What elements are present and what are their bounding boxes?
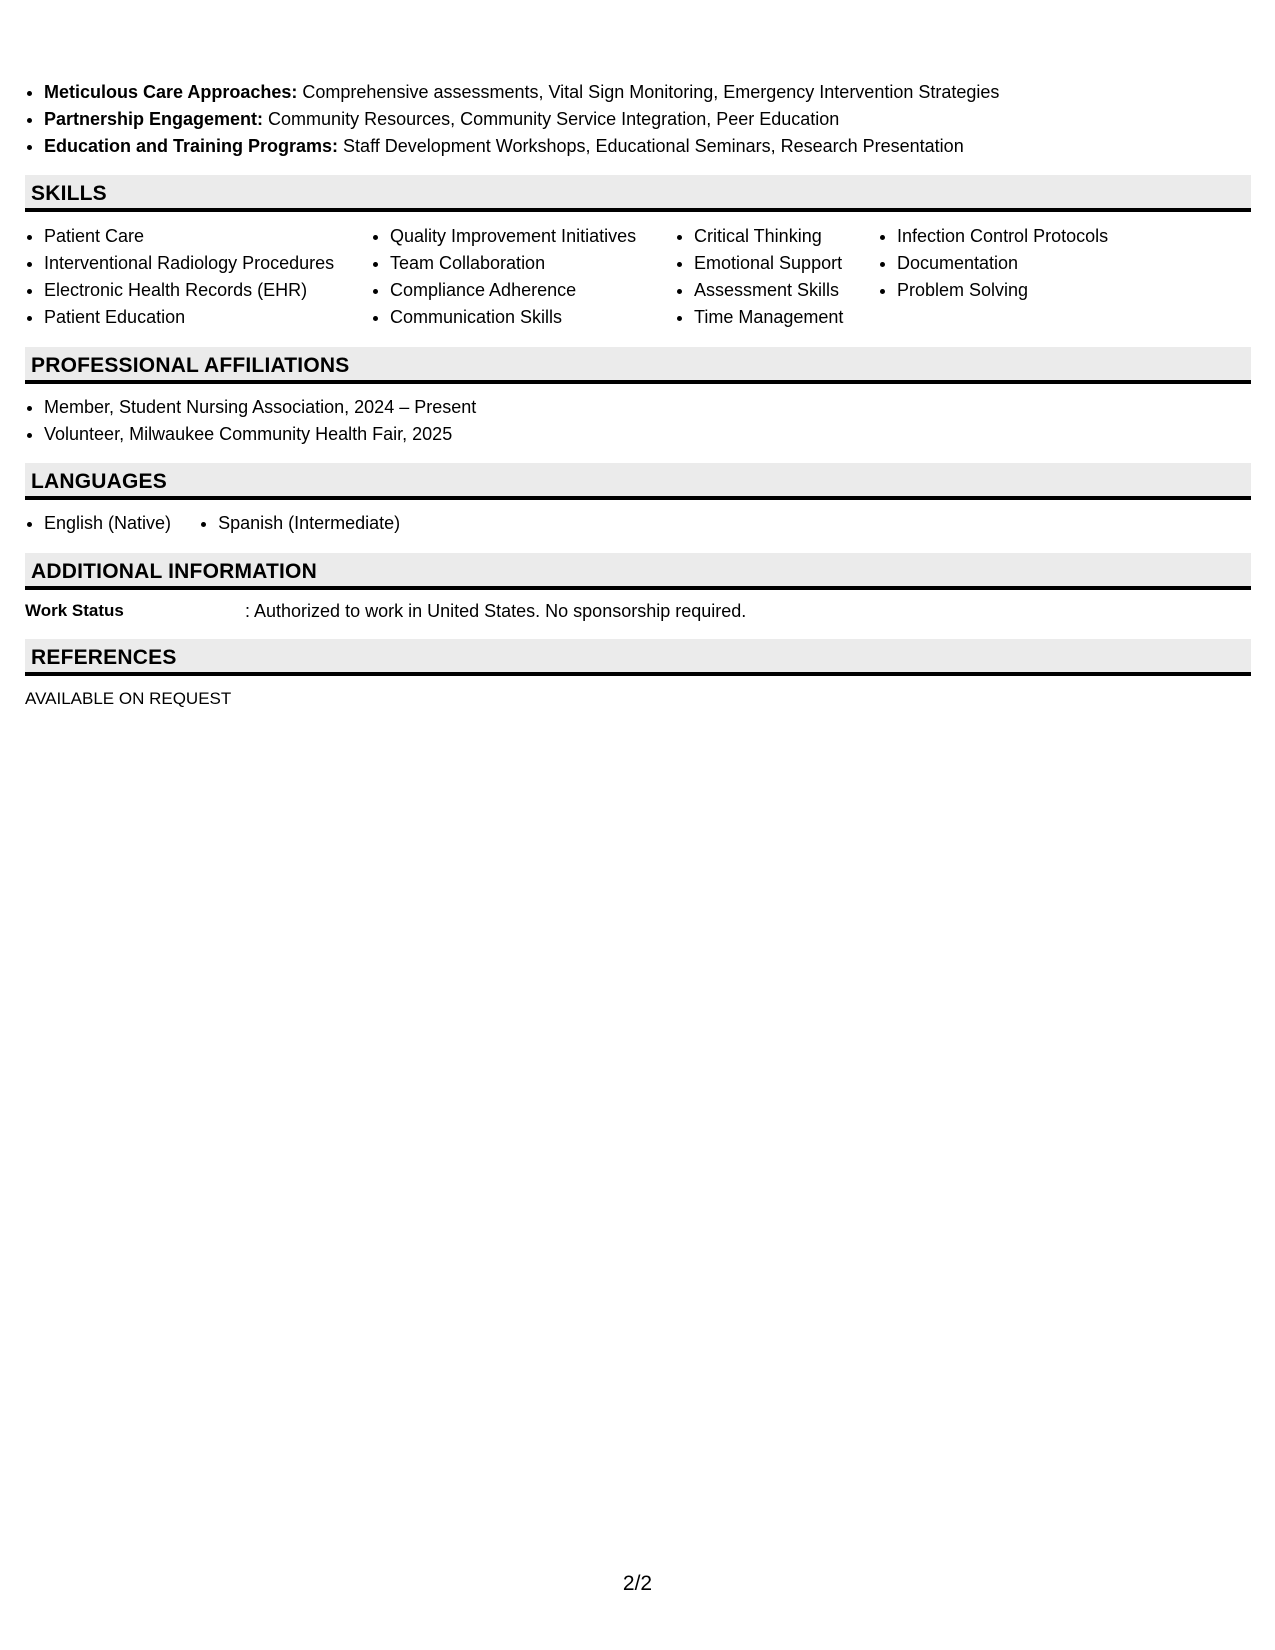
affiliation-item: • Member, Student Nursing Association, 2024 – Present [44,394,476,421]
section-title: REFERENCES [31,646,177,669]
skill-item: • Communication Skills [390,304,636,331]
list-item-text: Community Resources, Community Service Integration, Peer Education [263,109,840,129]
skill-item: • Patient Education [44,304,334,331]
work-status-value: : Authorized to work in United States. No sponsorship required. [245,601,747,621]
skill-item: • Emotional Support [694,250,843,277]
list-item-label: Education and Training Programs: [44,136,339,156]
skills-column [675,223,843,331]
work-status-label: Work Status [25,601,124,620]
section-title: LANGUAGES [31,470,167,493]
additional-info-section-header [25,553,1251,590]
skill-item: • Assessment Skills [694,277,843,304]
list-item-text: Staff Development Workshops, Educational Seminars, Research Presentation [338,136,964,156]
list-item-text: Comprehensive assessments, Vital Sign Monitoring, Emergency Intervention Strategies [297,82,1000,102]
care-approaches-list [25,79,1251,160]
section-title: SKILLS [31,182,107,205]
skill-item: • Team Collaboration [390,250,636,277]
list-item-label: Meticulous Care Approaches: [44,82,298,102]
language-item: • Spanish (Intermediate) [218,510,400,537]
skill-item: • Critical Thinking [694,223,843,250]
affiliations-section-header [25,347,1251,384]
page-number: 2/2 [622,1572,653,1595]
list-item [44,133,1251,160]
skill-item: • Patient Care [44,223,334,250]
list-item-label: Partnership Engagement: [44,109,264,129]
skill-item: • Problem Solving [897,277,1108,304]
skill-item: • Infection Control Protocols [897,223,1108,250]
skill-item: • Time Management [694,304,843,331]
skills-grid [25,223,1251,333]
language-item: • English (Native) [44,510,171,537]
languages-list [25,510,400,537]
section-title: ADDITIONAL INFORMATION [31,560,317,583]
skills-column [878,223,1108,304]
skills-column [25,223,334,331]
skills-column [371,223,636,331]
list-item [44,79,1251,106]
skill-item: • Documentation [897,250,1108,277]
languages-section-header [25,463,1251,500]
skill-item: • Quality Improvement Initiatives [390,223,636,250]
references-text: AVAILABLE ON REQUEST [25,689,232,708]
skills-section-header [25,175,1251,212]
section-title: PROFESSIONAL AFFILIATIONS [31,354,350,377]
list-item [44,106,1251,133]
references-section-header [25,639,1251,676]
affiliation-item: • Volunteer, Milwaukee Community Health Fair, 2025 [44,421,476,448]
skill-item: • Interventional Radiology Procedures [44,250,334,277]
skill-item: • Compliance Adherence [390,277,636,304]
affiliations-list [25,394,476,448]
skill-item: • Electronic Health Records (EHR) [44,277,334,304]
